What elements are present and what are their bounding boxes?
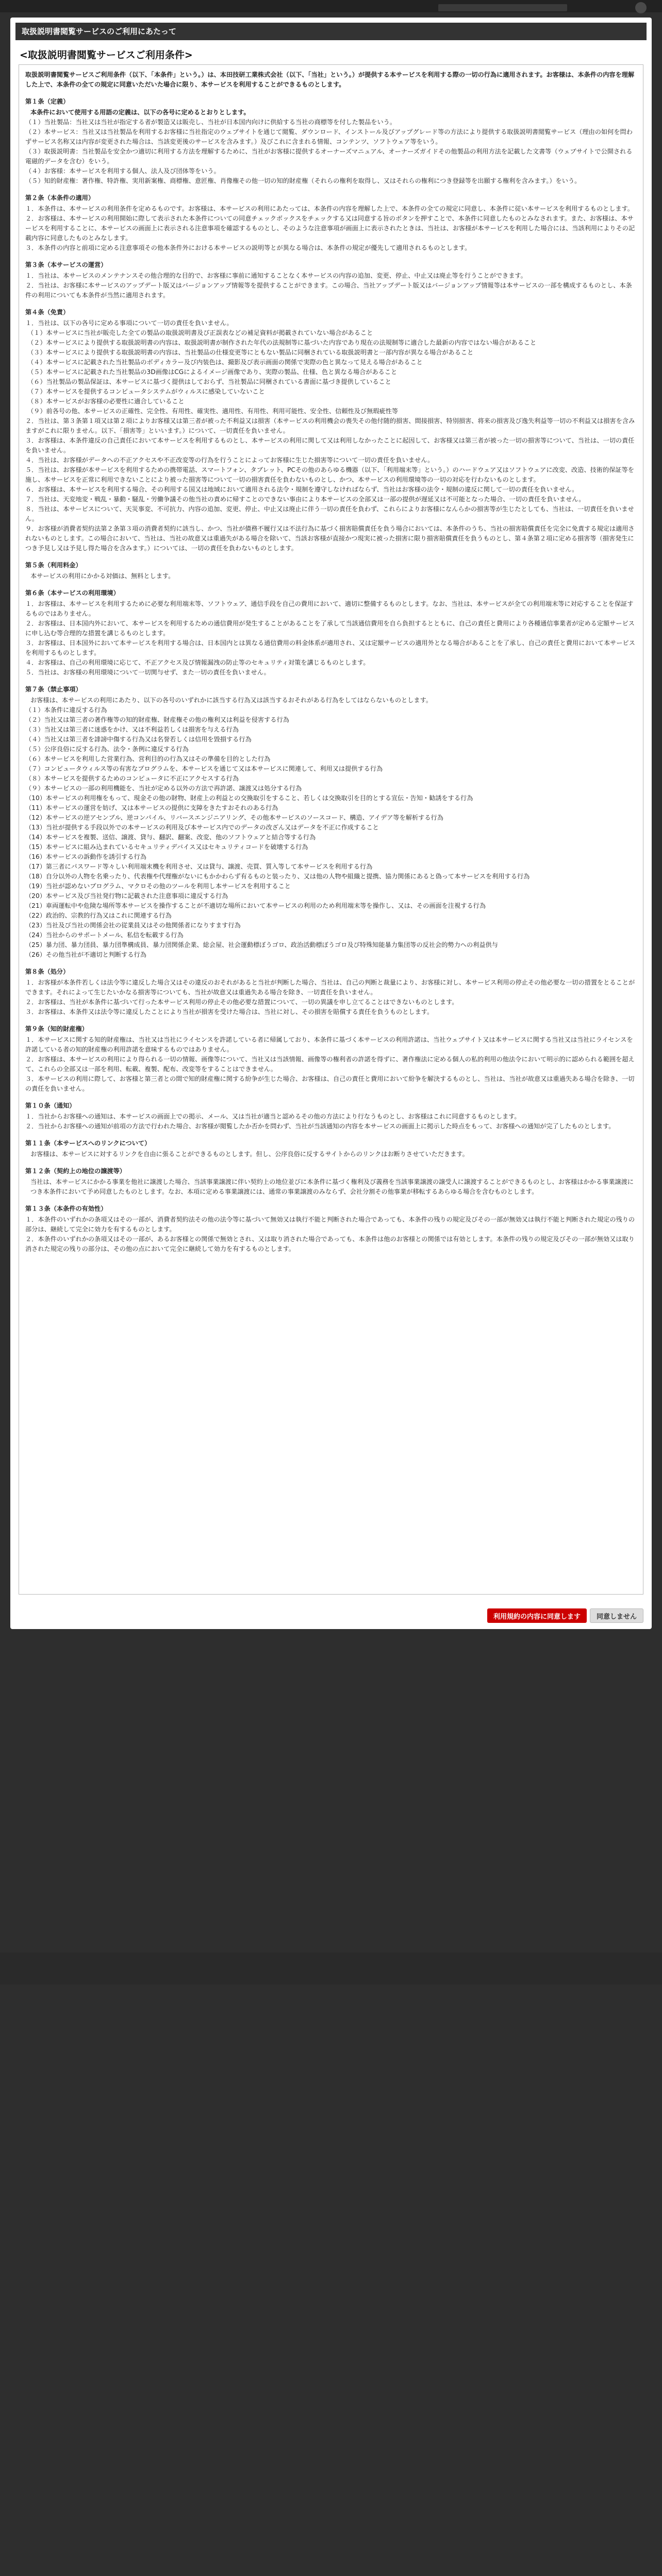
section-line: （11）本サービスの運営を妨げ、又は本サービスの提供に支障をきたすおそれのある行為 <box>25 804 278 811</box>
section-line: （３）本サービスにより提供する取扱説明書の内容は、当社製品の仕様変更等にともない製品に同梱されている取扱説明書と一部内容が異なる場合があること <box>27 349 474 356</box>
section-line: ２．本条件のいずれかの条項又はその一部が、あるお客様との関係で無効とされ、又は取り消された場合であっても、本条件は他のお客様との関係では有効とします。本条件の残りの規定及びその一部が無効又は取り消された規定の残りの部分は、その他の点において完全に継続して効力を有するものとします。 <box>25 1235 635 1252</box>
section-line: （２）当社又は第三者の著作権等の知的財産権、財産権その他の権利又は利益を侵害する行為 <box>25 716 289 723</box>
disagree-button[interactable]: 同意しません <box>590 1608 643 1623</box>
section-line: （12）本サービスの逆アセンブル、逆コンパイル、リバースエンジニアリング、その他本サービスのソースコード、構造、アイデア等を解析する行為 <box>25 814 443 821</box>
section-line: （６）当社製品の製品保証は、本サービスに基づく提供はしておらず、当社製品に同梱されている書面に基づき提供していること <box>27 378 391 385</box>
section-title: 第８条（処分） <box>25 968 70 975</box>
section-line: ２．お客様は、本サービスの利用により得られる一切の情報、画像等について、当社又は当該情報、画像等の権利者の許諾を得ずに、著作権法に定める個人の私的利用の他法令において明示的に認められる範囲を超えて、これらの全部又は一部を利用、転載、複製、配布、改変等をすることはできません。 <box>25 1056 635 1073</box>
section-line: （13）当社が提供する手段以外での本サービスの利用及び本サービス内でのデータの改ざん又はデータを不正に作成すること <box>25 824 379 831</box>
section-line: お客様は、本サービスの利用にあたり、以下の各号のいずれかに該当する行為又は該当するおそれがある行為をしてはならないものとします。 <box>30 697 433 704</box>
section-line: （21）車両運転中や危険な場所等本サービスを操作することが不適切な場所において本サービスの利用のため利用端末等を操作し、又は、その画面を注視する行為 <box>25 902 486 909</box>
page-search-box <box>438 4 567 11</box>
terms-section <box>25 1204 637 1254</box>
terms-section <box>25 308 637 553</box>
section-line: （１）本条件に違反する行為 <box>25 706 107 714</box>
terms-section <box>25 588 637 677</box>
section-line: ３．お客様は、本条件又は法令等に違反したことにより当社が損害を受けた場合は、当社に対し、その損害を賠償する責任を負うものとします。 <box>25 1008 434 1015</box>
section-line: （14）本サービスを複製、送信、譲渡、貸与、翻訳、翻案、改変、他のソフトウェアと結合等する行為 <box>25 834 316 841</box>
section-line: （８）本サービスを提供するためのコンピュータに不正にアクセスする行為 <box>25 775 239 782</box>
section-line: ５．当社は、お客様が本サービスを利用するための携帯電話、スマートフォン、タブレット、PCその他のあらゆる機器（以下、「利用端末等」という。）のハードウェア又はソフトウェアに改変、改造、技術的保証等を施し、本サービスを正常に利用できないことにより被った損害等について一切の損害責任を負わないものとし、かつ、本サービスの利用環境等の一切の対応を行わないものとします。 <box>25 466 634 483</box>
section-line: （23）当社及び当社の関係会社の従業員又はその他関係者になりすます行為 <box>25 922 241 929</box>
section-line: ８．当社は、本サービスについて、天災事変、不可抗力、内容の追加、変更、停止、中止又は廃止に伴う一切の責任を負わず、これらによりお客様になんらかの損害等が生じたとしても、当社は、一切責任を負いません。 <box>25 505 634 522</box>
page-menu-icon <box>635 2 647 13</box>
section-line: １．お客様は、本サービスを利用するために必要な利用端末等、ソフトウェア、通信手段を自己の費用において、適切に整備するものとします。なお、当社は、本サービスが全ての利用端末等に対応することを保証するものではありません。 <box>25 600 634 617</box>
section-line: ９．お客様が消費者契約法第２条第３項の消費者契約に該当し、かつ、当社が債務不履行又は不法行為に基づく損害賠償責任を負う場合においては、本条件のうち、当社の損害賠償責任を完全に免責する規定は適用されないものとします。この場合において、当社は、当社の故意又は重過失がある場合を除いて、当該お客様が直接かつ現実に被った損害に限り損害賠償責任を負うものとし、第４条第２項に定める損害等（損害発生につき予見し又は予見し得た場合を含みます。）については、一切の責任を負わないものとします。 <box>25 525 635 552</box>
section-title: 第４条（免責） <box>25 309 70 316</box>
terms-scroll-area[interactable] <box>19 64 643 1595</box>
section-line: （19）当社が認めないプログラム、マクロその他のツールを利用し本サービスを利用すること <box>25 883 291 890</box>
section-title: 第１条（定義） <box>25 98 70 105</box>
section-line: お客様は、本サービスに対するリンクを自由に張ることができるものとします。但し、公序良俗に反するサイトからのリンクはお断りさせていただきます。 <box>30 1150 469 1158</box>
terms-heading: <取扱説明書閲覧サービスご利用条件> <box>20 49 193 61</box>
terms-intro: 取扱説明書閲覧サービスご利用条件（以下、「本条件」という。）は、本田技研工業株式会社（以下、「当社」という。）が提供する本サービスを利用する際の一切の行為に適用されます。お客様は、本条件の内容を理解した上で、本条件の全ての規定に同意いただいた場合に限り、本サービスを利用することができるものとします。 <box>25 71 635 88</box>
section-line: （18）自分以外の人物を名乗ったり、代表権や代理権がないにもかかわらず有るものと装ったり、又は他の人物や組織と提携、協力関係にあると偽って本サービスを利用する行為 <box>25 873 530 880</box>
section-line: １．当社は、本サービスのメンテナンスその他合理的な目的で、お客様に事前に通知することなく本サービスの内容の追加、変更、停止、中止又は廃止等を行うことができます。 <box>25 272 527 279</box>
modal-footer <box>487 1608 643 1624</box>
section-title: 第１３条（本条件の有効性） <box>25 1205 107 1212</box>
terms-section <box>25 685 637 960</box>
section-line: （９）前各号の他、本サービスの正確性、完全性、有用性、確実性、適用性、有用性、利用可能性、安全性、信頼性及び無瑕疵性等 <box>27 408 399 415</box>
terms-section <box>25 1024 637 1094</box>
terms-section <box>25 1101 637 1131</box>
section-line: １．お客様が本条件若しくは法令等に違反した場合又はその違反のおそれがあると当社が判断した場合、当社は、自己の判断と裁量により、お客様に対し、本サービス利用の停止その他必要な一切の措置をとることができます。それによって生じたいかなる損害等についても、当社が故意又は重過失ある場合を除き、一切責任を負いません。 <box>25 979 635 996</box>
terms-section <box>25 97 637 186</box>
section-line: （22）政治的、宗教的行為又はこれに関連する行為 <box>25 912 172 919</box>
section-line: （26）その他当社が不適切と判断する行為 <box>25 951 146 958</box>
section-line: （１）本サービスに当社が販売した全ての製品の取扱説明書及び正誤表などの補足資料が掲載されていない場合があること <box>27 329 373 336</box>
section-line: １．当社からお客様への通知は、本サービスの画面上での掲示、メール、又は当社が適当と認めるその他の方法により行なうものとし、お客様はこれに同意するものとします。 <box>25 1113 521 1120</box>
terms-section <box>25 1139 637 1159</box>
section-title: 第２条（本条件の適用） <box>25 194 95 201</box>
section-line: （９）本サービスの一部の利用機能を、当社が定める以外の方法で再許諾、譲渡又は処分する行為 <box>25 785 302 792</box>
section-line: （20）本サービス及び当社発行物に記載された注意事項に違反する行為 <box>25 892 228 900</box>
section-line: （２）本サービスにより提供する取扱説明書の内容は、取扱説明書が制作された年代の法規制等に基づいた内容であり現在の法規制等に適合した最新の内容ではない場合があること <box>27 339 537 346</box>
terms-modal <box>10 18 652 1629</box>
section-line: （16）本サービスの訴動作を誘引する行為 <box>25 853 146 860</box>
section-line: ３．本条件の内容と前項に定める注意事項その他本条件外における本サービスの説明等とが異なる場合は、本条件の規定が優先して適用されるものとします。 <box>25 244 471 251</box>
agree-button[interactable]: 利用規約の内容に同意します <box>487 1608 587 1623</box>
page-footer <box>0 1953 662 1985</box>
section-line: （１）当社製品：当社又は当社が指定する者が製造又は販売し、当社が日本国内向けに供給する当社の商標等を付した製品をいう。 <box>25 118 396 126</box>
section-line: ３．本サービスの利用に際して、お客様と第三者との間で知的財産権に関する紛争が生じた場合、お客様は、自己の責任と費用において紛争を解決するものとし、当社は、当社が故意又は重過失ある場合を除き、一切の責任を負いません。 <box>25 1075 635 1092</box>
section-line: （17）第三者にパスワード等々しい利用端末機を利用させ、又は貸与、譲渡、売買、質入等して本サービスを利用する行為 <box>25 863 373 870</box>
section-title: 第３条（本サービスの運営） <box>25 261 107 268</box>
section-title: 第１２条（契約上の地位の譲渡等） <box>25 1167 126 1175</box>
section-line: 本サービスの利用にかかる対価は、無料とします。 <box>30 572 175 580</box>
section-line: 本条件において使用する用語の定義は、以下の各号に定めるとおりとします。 <box>30 109 250 116</box>
section-line: ７．当社は、天変地変・戦乱・暴動・騒乱・労働争議その他当社の責めに帰すことのできない事由により本サービスの全部又は一部の提供が遅延又は不可能となった場合、一切の責任を負いません。 <box>25 496 585 503</box>
section-line: （15）本サービスに組み込まれているセキュリティデバイス又はセキュリティコードを破壊する行為 <box>25 843 308 851</box>
section-line: （３）当社又は第三者に迷惑をかけ、又は不利益若しくは損害を与える行為 <box>25 726 239 733</box>
section-line: １．当社は、以下の各号に定める事項について一切の責任を負いません。 <box>25 319 233 327</box>
section-line: ６．お客様は、本サービスを利用する場合、その利用する国又は地域において適用される法令・規制を遵守しなければならず、当社はお客様の法令・規制の違反に関して一切の責任を負いません。 <box>25 486 578 493</box>
section-line: （５）本サービスに記載された当社製品の3D画像はCGによるイメージ画像であり、実際の製品、仕様、色と異なる場合があること <box>27 368 398 376</box>
section-line: ２．お客様は、日本国内外において、本サービスを利用するための通信費用が発生することがあることを了承して当該通信費用を自ら負担するとともに、自己の責任と費用により各種通信事業者が定める定額サービスに申し込む等合理的な措置を講じるものとします。 <box>25 620 635 637</box>
section-line: （５）公序良俗に反する行為、法令・条例に違反する行為 <box>25 745 189 753</box>
section-title: 第６条（本サービスの利用環境） <box>25 589 120 597</box>
section-line: （８）本サービスがお客様の必要性に適合していること <box>27 398 185 405</box>
section-line: １．本条件のいずれかの条項又はその一部が、消費者契約法その他の法令等に基づいて無効又は執行不能と判断された場合であっても、本条件の残りの規定及びその一部が無効又は執行不能と判断された規定の残りの部分は、継続して完全に効力を有するものとします。 <box>25 1216 635 1233</box>
section-title: 第９条（知的財産権） <box>25 1025 88 1032</box>
section-line: （２）本サービス：当社又は当社製品を利用するお客様に当社指定のウェブサイトを通じて閲覧、ダウンロード、インストール及びアップグレード等の方法により提供する取扱説明書閲覧サービス（理由の如何を問わずサービス名称又は内容が変更された場合は、当該変更後のサービスを含みます。）及びこれに含まれる情報、コンテンツ、ソフトウェア等をいう。 <box>25 128 633 145</box>
modal-title: 取扱説明書閲覧サービスのご利用にあたって <box>15 23 647 40</box>
section-line: ４．お客様は、自己の利用環境に応じて、不正アクセス及び情報漏洩の防止等のセキュリティ対策を講じるものとします。 <box>25 659 370 666</box>
section-line: ５．当社は、お客様の利用環境について一切関与せず、また一切の責任を負いません。 <box>25 669 270 676</box>
section-line: ４．当社は、お客様がデータへの不正アクセスや不正改変等の行為を行うことによってお客様に生じた損害等について一切の責任を負いません。 <box>25 456 434 464</box>
section-line: （６）本サービスを利用した営業行為、営利目的の行為又はその準備を目的とした行為 <box>25 755 271 762</box>
section-line: （25）暴力団、暴力団員、暴力団準構成員、暴力団関係企業、総会屋、社会運動標ぼうゴロ、政治活動標ぼうゴロ及び特殊知能暴力集団等の反社会的勢力への利益供与 <box>25 941 498 948</box>
section-title: 第１１条（本サービスへのリンクについて） <box>25 1140 151 1147</box>
section-line: ２．当社は、お客様に本サービスのアップデート版又はバージョンアップ情報等を提供することができます。この場合、当社アップデート版又はバージョンアップ情報等は本サービスの一部を構成するものとし、本条件の利用についても本条件が当然に適用されます。 <box>25 282 632 299</box>
section-title: 第７条（禁止事項） <box>25 686 82 693</box>
section-line: １．本条件は、本サービスの利用条件を定めるものです。お客様は、本サービスの利用にあたっては、本条件の内容を理解した上で、本条件の全ての規定に同意し、本条件に従い本サービスを利用するものとします。 <box>25 205 634 212</box>
section-title: 第５条（利用料金） <box>25 562 82 569</box>
section-line: ２．当社からお客様への通知が前項の方法で行われた場合、お客様が閲覧したか否かを問わず、当社が当該通知の内容を本サービスの画面上に掲示した時点をもって、お客様への通知が完了したものとします。 <box>25 1123 615 1130</box>
section-line: （７）本サービスを提供するコンピュータシステムがウィルスに感染していないこと <box>27 388 265 395</box>
section-line: 当社は、本サービスにかかる事業を他社に譲渡した場合、当該事業譲渡に伴い契約上の地位並びに本条件に基づく権利及び義務を当該事業譲渡の譲受人に譲渡することができるものとし、お客様はかかる事業譲渡につき本条件において予め同意したものとします。なお、本項に定める事業譲渡には、通常の事業譲渡のみならず、会社分割その他事業が移転するあらゆる場合を含むものとします。 <box>30 1178 634 1195</box>
section-line: （７）コンピュータウィルス等の有害なプログラムを、本サービスを通じて又は本サービスに関連して、利用又は提供する行為 <box>25 765 383 772</box>
section-line: （24）当社からのサポートメール、私信を転載する行為 <box>25 931 184 939</box>
section-title: 第１０条（通知） <box>25 1102 76 1109</box>
section-line: ２．当社は、第３条第１項又は第２項によりお客様又は第三者が被った不利益又は損害（本サービスの利用機会の喪失その他付随的損害、間接損害、特別損害、将来の損害及び逸失利益等一切の不利益又は損害を含みますがこれに限りません。以下、「損害等」といいます。）について、一切責任を負いません。 <box>25 417 635 434</box>
section-line: （４）当社又は第三者を誹謗中傷する行為又は名誉若しくは信用を毀損する行為 <box>25 736 252 743</box>
section-line: （４）お客様：本サービスを利用する個人、法人及び団体等をいう。 <box>25 167 220 175</box>
section-line: （５）知的財産権：著作権、特許権、実用新案権、商標権、意匠権、肖像権その他一切の知的財産権（それらの権利を取得し、又はそれらの権利につき登録等を出願する権利を含みます。）をいう。 <box>25 177 581 184</box>
section-line: （３）取扱説明書：当社製品を安全かつ適切に利用する方法を理解するために、当社がお客様に提供するオーナーズマニュアル、オーナーズガイドその他製品の利用方法を記載した文書等（ウェブサイトで公開される電磁的データを含む）をいう。 <box>25 148 633 165</box>
terms-section <box>25 561 637 581</box>
section-line: （４）本サービスに記載された当社製品のボディカラー及び内装色は、撮影及び表示画面の関係で実際の色と異なって見える場合があること <box>27 359 423 366</box>
terms-section <box>25 1166 637 1197</box>
terms-section <box>25 193 637 253</box>
section-line: ３．お客様は、本条件違反の自己責任において本サービスを利用するものとし、本サービスの利用に関して又は利用しなかったことに起因して、お客様又は第三者が被った一切の損害等について、当社は、一切の責任を負いません。 <box>25 437 635 454</box>
terms-section <box>25 260 637 300</box>
section-line: （10）本サービスの利用権をもって、現金その他の財物、財産上の利益との交換取引をすること、若しくは交換取引を目的とする宣伝・告知・勧誘をする行為 <box>25 794 473 802</box>
section-line: ２．お客様は、当社が本条件に基づいて行った本サービス利用の停止その他必要な措置について、一切の異議を申し立てることはできないものとします。 <box>25 998 458 1006</box>
section-line: １．本サービスに関する知的財産権は、当社又は当社にライセンスを許諾している者に帰属しており、本条件に基づく本サービスの利用許諾は、当社ウェブサイト又は本サービスに関する当社又は当社にライセンスを許諾している者の知的財産権の利用許諾を意味するものではありません。 <box>25 1036 633 1053</box>
section-line: ３．お客様は、日本国外において本サービスを利用する場合は、日本国内とは異なる通信費用の料金体系が適用され、又は定額サービスの適用外となる場合があることを了承し、自己の責任と費用において本サービスを利用するものとします。 <box>25 639 635 656</box>
terms-section <box>25 967 637 1017</box>
section-line: ２．お客様は、本サービスの利用開始に際して表示された本条件についての同意チェックボックスをチェックする又は同意する旨のボタンを押すことで、本条件に同意したものとみなされます。また、お客様は、本サービスを利用することに、本サービスの画面上に表示される注意事項を確認するものとし、そのような注意事項が画面上に表示されたときは、当社は、お客様が本サービスを利用した場合には、当該利用によりその記載内容に同意したものとみなします。 <box>25 215 635 242</box>
